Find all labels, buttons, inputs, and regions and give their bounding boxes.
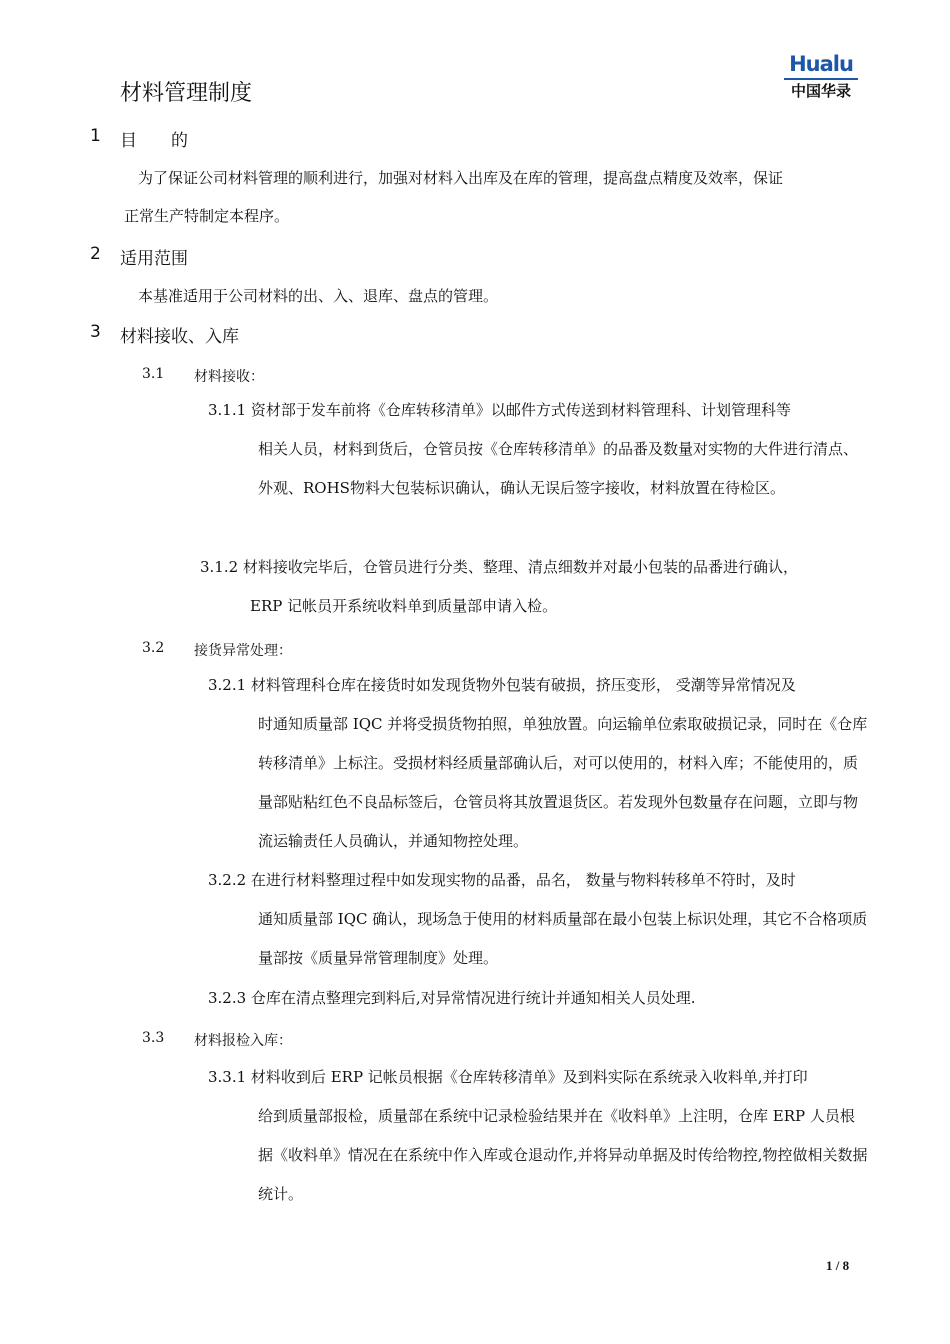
subsection-3-1-heading	[142, 366, 442, 388]
subsection-number: 3.2	[142, 640, 165, 656]
paragraph-3-2-3: 3.2.3 仓库在清点整理完到料后,对异常情况进行统计并通知相关人员处理.	[208, 989, 696, 1007]
paragraph-continuation: 时通知质量部 IQC 并将受损货物拍照，单独放置。向运输单位索取破损记录，同时在《仓库转移清单》上标注。受损材料经质量部确认后，对可以使用的，材料入库；不能使用的，质量部贴粘红色不良品标签后，仓管员将其放置退货区。若发现外包数量存在问题，立即与物流运输责任人员确认，并通知物控处理。	[258, 715, 868, 850]
paragraph-3-1-1	[208, 391, 868, 508]
section-1-heading	[90, 126, 390, 150]
section-title: 目 的	[120, 131, 188, 151]
paragraph-continuation: ERP 记帐员开系统收料单到质量部申请入检。	[250, 597, 558, 615]
section-number: 1	[90, 126, 101, 146]
subsection-number: 3.3	[142, 1030, 165, 1046]
paragraph-3-1-2	[200, 548, 868, 626]
paragraph-first-line: 3.2.1 材料管理科仓库在接货时如发现货物外包装有破损，挤压变形， 受潮等异常情况及	[208, 676, 796, 694]
section-3-heading	[90, 322, 390, 346]
section-number: 3	[90, 322, 101, 342]
paragraph-3-2-1	[208, 666, 868, 861]
hualu-logo	[782, 52, 860, 102]
section-1-body-line1: 为了保证公司材料管理的顺利进行，加强对材料入出库及在库的管理，提高盘点精度及效率，保证	[138, 169, 784, 187]
paragraph-first-line: 3.1.2 材料接收完毕后，仓管员进行分类、整理、清点细数并对最小包装的品番进行确认，	[200, 558, 798, 576]
paragraph-continuation: 通知质量部 IQC 确认，现场急于使用的材料质量部在最小包装上标识处理，其它不合格项质量部按《质量异常管理制度》处理。	[258, 910, 868, 967]
logo-chinese-name: 中国华录	[790, 82, 851, 100]
document-title: 材料管理制度	[120, 81, 253, 106]
subsection-3-2-heading	[142, 640, 442, 662]
section-title: 材料接收、入库	[120, 327, 239, 347]
subsection-number: 3.1	[142, 366, 165, 382]
subsection-title: 材料报检入库：	[194, 1033, 292, 1049]
logo-divider	[784, 78, 858, 80]
section-title: 适用范围	[120, 249, 188, 269]
paragraph-3-2-2	[208, 861, 868, 978]
paragraph-continuation: 给到质量部报检，质量部在系统中记录检验结果并在《收料单》上注明，仓库 ERP 人员根据《收料单》情况在在系统中作入库或仓退动作,并将异动单据及时传给物控,物控做相关数据统计。	[258, 1107, 868, 1203]
subsection-title: 接货异常处理：	[194, 643, 292, 659]
paragraph-first-line: 3.3.1 材料收到后 ERP 记帐员根据《仓库转移清单》及到料实际在系统录入收料单,并打印	[208, 1068, 808, 1086]
section-1-body-line2: 正常生产特制定本程序。	[124, 207, 290, 225]
subsection-3-3-heading	[142, 1030, 442, 1052]
section-number: 2	[90, 244, 101, 264]
section-2-heading	[90, 244, 390, 268]
page-number: 1 / 8	[826, 1258, 850, 1273]
subsection-title: 材料接收：	[194, 369, 264, 385]
section-2-body: 本基准适用于公司材料的出、入、退库、盘点的管理。	[138, 287, 499, 305]
paragraph-first-line: 3.1.1 资材部于发车前将《仓库转移清单》以邮件方式传送到材料管理科、计划管理科等	[208, 401, 791, 419]
paragraph-3-3-1	[208, 1058, 868, 1214]
paragraph-first-line: 3.2.2 在进行材料整理过程中如发现实物的品番，品名， 数量与物料转移单不符时，及时	[208, 871, 796, 889]
paragraph-continuation: 相关人员，材料到货后，仓管员按《仓库转移清单》的品番及数量对实物的大件进行清点、外观、ROHS物料大包装标识确认，确认无误后签字接收，材料放置在待检区。	[258, 440, 859, 497]
logo-wordmark: Hualu	[789, 52, 853, 76]
